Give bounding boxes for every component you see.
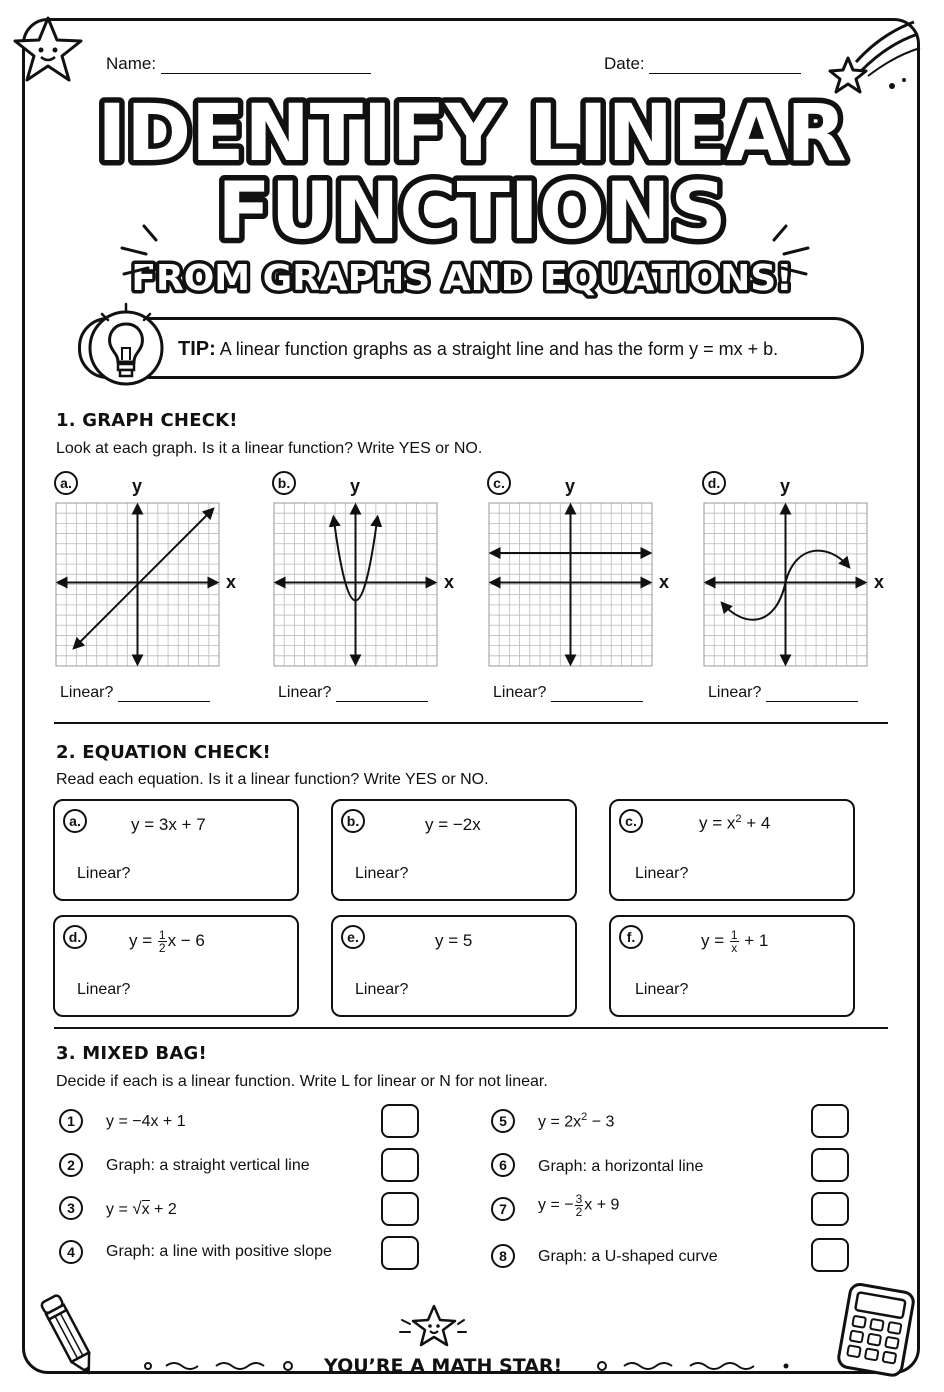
card-linear-label: Linear? (635, 865, 689, 882)
card-linear-label: Linear? (355, 981, 409, 998)
eq-tail: + 4 (741, 813, 771, 833)
fraction (575, 1193, 584, 1218)
graph-answer-field[interactable] (278, 684, 428, 702)
y-axis-label: y (780, 476, 791, 496)
equation-text (129, 929, 205, 954)
mixed-item-7 (538, 1193, 619, 1218)
radical-sign: √ (132, 1199, 142, 1218)
card-letter: f. (619, 925, 643, 949)
item-number: 7 (491, 1197, 515, 1221)
expr-exponent: 2 (581, 1111, 588, 1123)
equation-text (699, 813, 770, 834)
expr-tail: − 3 (587, 1113, 615, 1131)
date-field[interactable] (604, 54, 801, 74)
fraction-numerator: 1 (730, 928, 738, 942)
card-letter: a. (63, 809, 87, 833)
expr-pre: y = − (538, 1196, 574, 1214)
tip-label: TIP: (178, 338, 216, 360)
fraction-numerator: 1 (158, 928, 166, 942)
eq-exponent: 2 (735, 813, 742, 825)
graph-horizontal-line (483, 497, 658, 672)
section-1-instruction: Look at each graph. Is it a linear function? Write YES or NO. (56, 440, 483, 457)
fraction (158, 929, 167, 954)
mixed-item-2: Graph: a straight vertical line (106, 1157, 310, 1174)
name-field[interactable] (106, 54, 371, 74)
graph-answer-blank[interactable] (551, 687, 643, 702)
answer-box-2[interactable] (381, 1148, 419, 1182)
fraction-numerator: 3 (575, 1192, 583, 1206)
graph-parabola (268, 497, 443, 672)
graph-answer-label: Linear? (708, 684, 762, 701)
section-divider (54, 1027, 888, 1029)
fraction (730, 929, 739, 954)
eq-post: + 1 (739, 930, 769, 950)
tip-text (178, 338, 778, 361)
section-divider (54, 722, 888, 724)
graph-answer-field[interactable] (708, 684, 858, 702)
graph-answer-field[interactable] (493, 684, 643, 702)
eq-base: y = x (699, 813, 736, 833)
graph-letter: a. (54, 471, 78, 495)
equation-card-d (53, 915, 299, 1017)
tip-body: A linear function graphs as a straight line and has the form y = mx + b. (219, 339, 779, 359)
graph-answer-label: Linear? (278, 684, 332, 701)
card-linear-label: Linear? (635, 981, 689, 998)
equation-text: y = 3x + 7 (131, 815, 206, 834)
answer-box-7[interactable] (811, 1192, 849, 1226)
section-2-heading: 2. EQUATION CHECK! (56, 742, 271, 763)
mixed-item-1: y = −4x + 1 (106, 1113, 186, 1130)
footer-star-icon (398, 1302, 468, 1352)
footer-squiggle-right (594, 1354, 794, 1378)
x-axis-label: x (444, 572, 455, 592)
item-number: 8 (491, 1244, 515, 1268)
equation-card-a (53, 799, 299, 901)
item-number: 1 (59, 1109, 83, 1133)
item-number: 4 (59, 1240, 83, 1264)
mixed-item-8: Graph: a U-shaped curve (538, 1248, 718, 1265)
y-axis-label: y (132, 476, 143, 496)
graph-letter: d. (702, 471, 726, 495)
graph-answer-field[interactable] (60, 684, 210, 702)
section-3-heading: 3. MIXED BAG! (56, 1043, 207, 1064)
item-number: 5 (491, 1109, 515, 1133)
fraction-denominator: x (731, 941, 738, 955)
card-linear-label: Linear? (355, 865, 409, 882)
card-linear-label: Linear? (77, 865, 131, 882)
card-letter: d. (63, 925, 87, 949)
title-subtitle: FROM GRAPHS AND EQUATIONS! (131, 258, 793, 299)
card-letter: c. (619, 809, 643, 833)
lightbulb-icon (86, 298, 166, 390)
title-line-1: IDENTIFY LINEAR (97, 89, 847, 179)
card-linear-label: Linear? (77, 981, 131, 998)
expr-post: x + 9 (584, 1196, 620, 1214)
answer-box-1[interactable] (381, 1104, 419, 1138)
graph-answer-label: Linear? (493, 684, 547, 701)
equation-text: y = 5 (435, 931, 473, 950)
graph-answer-blank[interactable] (336, 687, 428, 702)
graph-answer-blank[interactable] (766, 687, 858, 702)
x-axis-label: x (226, 572, 237, 592)
date-blank[interactable] (649, 57, 801, 74)
expr-base: y = 2x (538, 1113, 582, 1131)
section-1-heading: 1. GRAPH CHECK! (56, 410, 238, 431)
eq-pre: y = (701, 930, 729, 950)
section-3-instruction: Decide if each is a linear function. Write L for linear or N for not linear. (56, 1073, 548, 1090)
radicand: x (141, 1201, 150, 1218)
answer-box-5[interactable] (811, 1104, 849, 1138)
footer-squiggle-left (140, 1354, 300, 1378)
name-label: Name: (106, 54, 157, 73)
card-letter: e. (341, 925, 365, 949)
equation-card-f (609, 915, 855, 1017)
graph-cubic-curve (698, 497, 873, 672)
graph-answer-blank[interactable] (118, 687, 210, 702)
equation-card-c (609, 799, 855, 901)
eq-pre: y = (129, 930, 157, 950)
footer-message: YOU’RE A MATH STAR! (324, 1355, 563, 1377)
calculator-icon (834, 1282, 920, 1378)
answer-box-3[interactable] (381, 1192, 419, 1226)
x-axis-label: x (659, 572, 670, 592)
equation-card-e (331, 915, 577, 1017)
fraction-denominator: 2 (575, 1205, 583, 1219)
y-axis-label: y (350, 476, 361, 496)
fraction-denominator: 2 (158, 941, 166, 955)
name-blank[interactable] (161, 57, 371, 74)
worksheet-title (0, 84, 944, 304)
answer-box-4[interactable] (381, 1236, 419, 1270)
title-line-2: FUNCTIONS (217, 167, 727, 257)
answer-box-6[interactable] (811, 1148, 849, 1182)
item-number: 3 (59, 1196, 83, 1220)
graph-line (50, 497, 225, 672)
equation-card-b (331, 799, 577, 901)
expr-post: + 2 (149, 1201, 177, 1218)
graph-letter: c. (487, 471, 511, 495)
section-2-instruction: Read each equation. Is it a linear function? Write YES or NO. (56, 771, 489, 788)
eq-post: x − 6 (167, 930, 205, 950)
equation-text (701, 929, 768, 954)
date-label: Date: (604, 54, 645, 73)
equation-text: y = −2x (425, 815, 481, 834)
item-number: 2 (59, 1153, 83, 1177)
mixed-item-5 (538, 1111, 614, 1131)
answer-box-8[interactable] (811, 1238, 849, 1272)
star-face-icon (10, 14, 86, 86)
item-number: 6 (491, 1153, 515, 1177)
mixed-item-6: Graph: a horizontal line (538, 1158, 704, 1175)
y-axis-label: y (565, 476, 576, 496)
graph-letter: b. (272, 471, 296, 495)
mixed-item-3 (106, 1199, 177, 1219)
card-letter: b. (341, 809, 365, 833)
mixed-item-4: Graph: a line with positive slope (106, 1243, 332, 1260)
pencil-icon (34, 1290, 104, 1382)
expr-pre: y = (106, 1201, 133, 1218)
x-axis-label: x (874, 572, 885, 592)
graph-answer-label: Linear? (60, 684, 114, 701)
